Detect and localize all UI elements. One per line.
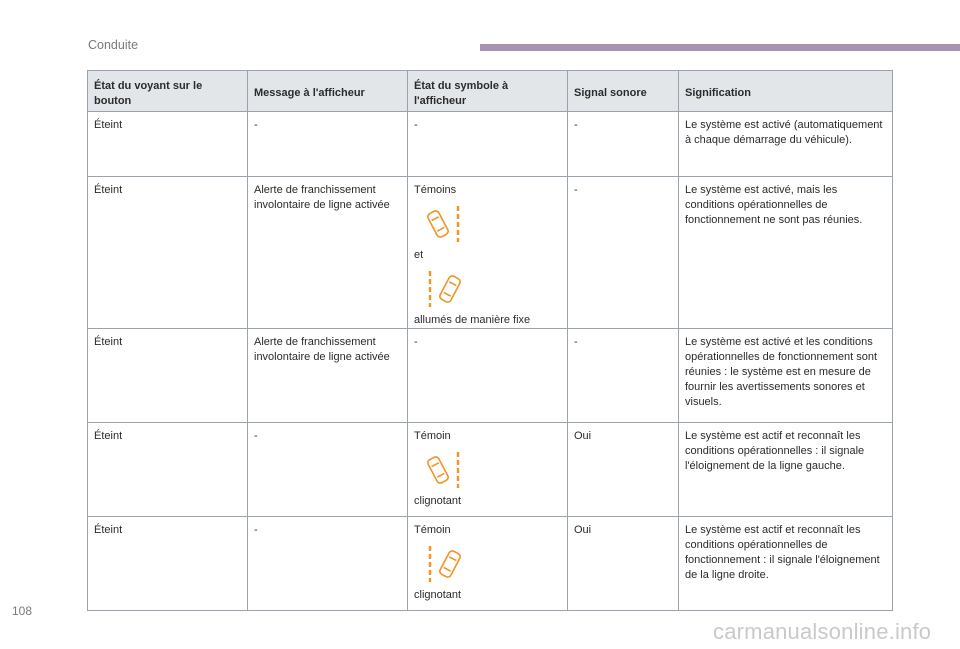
- cell-display-message: -: [248, 423, 408, 517]
- cell-meaning: Le système est actif et reconnaît les conditions opérationnelles : il signale l'éloignement de la ligne gauche.: [679, 423, 893, 517]
- cell-audible-signal: -: [568, 112, 679, 177]
- column-header-audible-signal: Signal sonore: [568, 71, 679, 112]
- cell-audible-signal: Oui: [568, 423, 679, 517]
- cell-button-light: Éteint: [88, 112, 248, 177]
- cell-button-light: Éteint: [88, 177, 248, 329]
- cell-display-symbol: [408, 112, 568, 177]
- cell-display-message: Alerte de franchissement involontaire de ligne activée: [248, 177, 408, 329]
- column-header-display-symbol: État du symbole à l'afficheur: [408, 71, 568, 112]
- cell-display-symbol: [408, 177, 568, 329]
- symbol-text: Témoin: [414, 430, 451, 442]
- table-row: [88, 112, 893, 177]
- watermark-text[interactable]: carmanualsonline.info: [713, 619, 932, 644]
- table-row: [88, 329, 893, 423]
- table-row: [88, 423, 893, 517]
- cell-display-message: -: [248, 112, 408, 177]
- cell-audible-signal: Oui: [568, 517, 679, 611]
- symbol-text: clignotant: [414, 495, 462, 507]
- column-header-meaning: Signification: [679, 71, 893, 112]
- cell-display-message: -: [248, 517, 408, 611]
- cell-meaning: Le système est activé, mais les conditions opérationnelles de fonctionnement ne sont pas réunies.: [679, 177, 893, 329]
- section-title: Conduite: [88, 38, 139, 52]
- cell-meaning: Le système est activé et les conditions opérationnelles de fonctionnement sont réunies : le système est en mesure de fournir les avertissements sonores et visuels.: [679, 329, 893, 423]
- cell-meaning: Le système est actif et reconnaît les conditions opérationnelles de fonctionnement : il signale l'éloignement de la ligne droite.: [679, 517, 893, 611]
- lane-departure-left-icon: [422, 544, 466, 584]
- lane-departure-left-icon: [422, 269, 466, 309]
- cell-display-symbol: [408, 423, 568, 517]
- section-color-bar: [480, 44, 960, 51]
- cell-button-light: Éteint: [88, 329, 248, 423]
- column-header-button-light: État du voyant sur le bouton: [88, 71, 248, 112]
- cell-button-light: Éteint: [88, 517, 248, 611]
- lane-departure-right-icon: [422, 450, 466, 490]
- table-row: [88, 517, 893, 611]
- lane-departure-right-icon: [422, 204, 466, 244]
- symbol-text: allumés de manière fixe: [414, 314, 531, 326]
- page-number: 108: [12, 604, 33, 618]
- column-header-display-message: Message à l'afficheur: [248, 71, 408, 112]
- table-header-row: [88, 71, 893, 112]
- symbol-text: Témoin: [414, 524, 451, 536]
- cell-meaning: Le système est activé (automatiquement à chaque démarrage du véhicule).: [679, 112, 893, 177]
- cell-audible-signal: -: [568, 329, 679, 423]
- cell-display-message: Alerte de franchissement involontaire de ligne activée: [248, 329, 408, 423]
- symbol-text: clignotant: [414, 589, 462, 601]
- table-row: [88, 177, 893, 329]
- symbol-text: Témoins: [414, 184, 457, 196]
- cell-display-symbol: [408, 517, 568, 611]
- cell-button-light: Éteint: [88, 423, 248, 517]
- cell-display-symbol: [408, 329, 568, 423]
- indicator-table: [87, 70, 893, 611]
- symbol-text: -: [414, 119, 418, 131]
- cell-audible-signal: -: [568, 177, 679, 329]
- symbol-text: -: [414, 336, 418, 348]
- symbol-text: et: [414, 249, 424, 261]
